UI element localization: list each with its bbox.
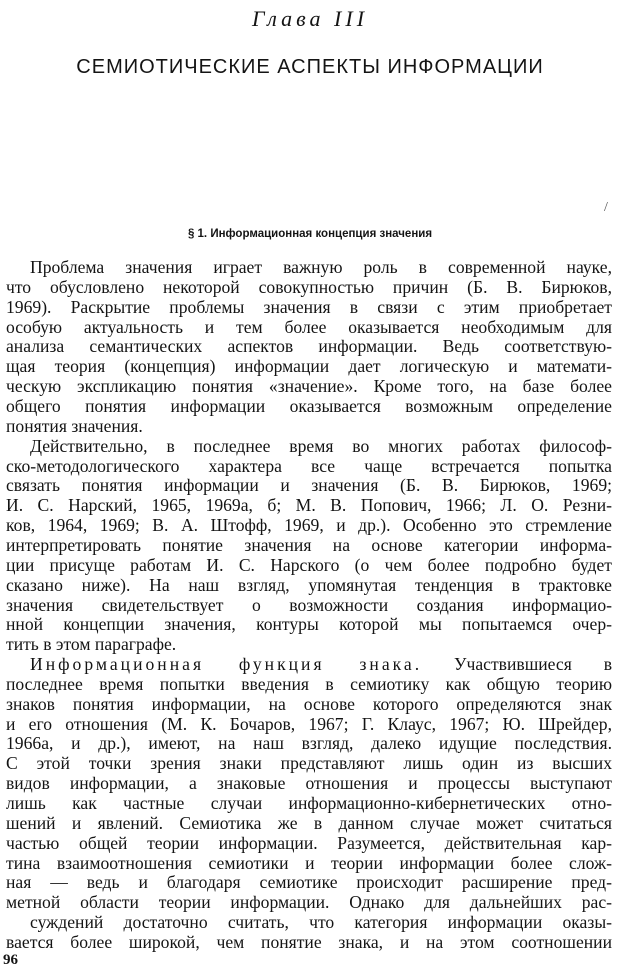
text-line: ско-методологического характера все чаще встречается попытка <box>6 456 612 476</box>
page-number: 96 <box>3 952 18 968</box>
spaced-heading: Информационная функция знака. <box>30 654 423 674</box>
text-line: лишь как частные случаи информационно-кибернетических отно- <box>6 793 612 813</box>
text-line: И. С. Нарский, 1965, 1969а, б; М. В. Попович, 1966; Л. О. Резни- <box>6 495 612 515</box>
text-line: С этой точки зрения знаки представляют лишь один из высших <box>6 753 612 773</box>
text-line: частью общей теории информации. Разумеется, действительная кар- <box>6 833 612 853</box>
text-line: ческую экспликацию понятия «значение». Кроме того, на базе более <box>6 376 612 396</box>
text-line: суждений достаточно считать, что категория информации оказы- <box>30 912 612 932</box>
chapter-title: СЕМИОТИЧЕСКИЕ АСПЕКТЫ ИНФОРМАЦИИ <box>76 56 544 78</box>
text-line: последнее время попытки введения в семиотику как общую теорию <box>6 674 612 694</box>
chapter-label: Глава III <box>251 6 369 31</box>
text-line: Действительно, в последнее время во многих работах философ- <box>30 436 612 456</box>
text-line: понятия значения. <box>6 416 143 436</box>
text-line: 1969). Раскрытие проблемы значения в связи с этим приобретает <box>6 297 612 317</box>
text-line: Проблема значения играет важную роль в современной науке, <box>30 257 612 277</box>
text-line: видов информации, а знаковые отношения и процессы выступают <box>6 773 612 793</box>
margin-mark: / <box>604 200 608 215</box>
text-line: что обусловлено некоторой совокупностью причин (Б. В. Бирюков, <box>6 277 612 297</box>
text-line: ная — ведь и благодаря семиотике происходит расширение пред- <box>6 872 612 892</box>
text-line: и его отношения (М. К. Бочаров, 1967; Г. Клаус, 1967; Ю. Шрейдер, <box>6 714 612 734</box>
text-line: общего понятия информации оказывается возможным определение <box>6 396 612 416</box>
text-line: метной области теории информации. Однако для дальнейших рас- <box>6 892 612 912</box>
text-line: вается более широкой, чем понятие знака, и на этом соотношении <box>6 932 612 952</box>
text-line: тить в этом параграфе. <box>6 634 177 654</box>
text-line: нной концепции значения, контуры которой мы попытаемся очер- <box>6 614 612 634</box>
text-line: тина взаимоотношения семиотики и теории информации более слож- <box>6 853 612 873</box>
text-line: 1966а, и др.), имеют, на наш взгляд, далеко идущие последствия. <box>6 733 612 753</box>
text-line: щая теория (концепция) информации дает логическую и математи- <box>6 356 612 376</box>
text-line: ков, 1964, 1969; В. А. Штофф, 1969, и др.). Особенно это стремление <box>6 515 612 535</box>
text-line: ции присуще работам И. С. Нарского (о чем более подробно будет <box>6 555 612 575</box>
text-line: интерпретировать понятие значения на основе категории информа- <box>6 535 612 555</box>
text-line: значения свидетельствует о возможности создания информацио- <box>6 595 612 615</box>
text-line: сказано ниже). На наш взгляд, упомянутая тенденция в трактовке <box>6 575 612 595</box>
text-line-tail: Участвившиеся в <box>454 654 613 674</box>
text-line: связать понятия информации и значения (Б. В. Бирюков, 1969; <box>6 475 612 495</box>
section-heading: § 1. Информационная концепция значения <box>187 228 433 240</box>
text-line: шений и явлений. Семиотика же в данном случае может считаться <box>6 813 612 833</box>
text-line: анализа семантических аспектов информации. Ведь соответствую- <box>6 336 612 356</box>
text-line: особую актуальность и тем более оказывается необходимым для <box>6 317 612 337</box>
text-line <box>30 654 612 674</box>
text-line: знаков понятия информации, на основе которого определяются знак <box>6 694 612 714</box>
